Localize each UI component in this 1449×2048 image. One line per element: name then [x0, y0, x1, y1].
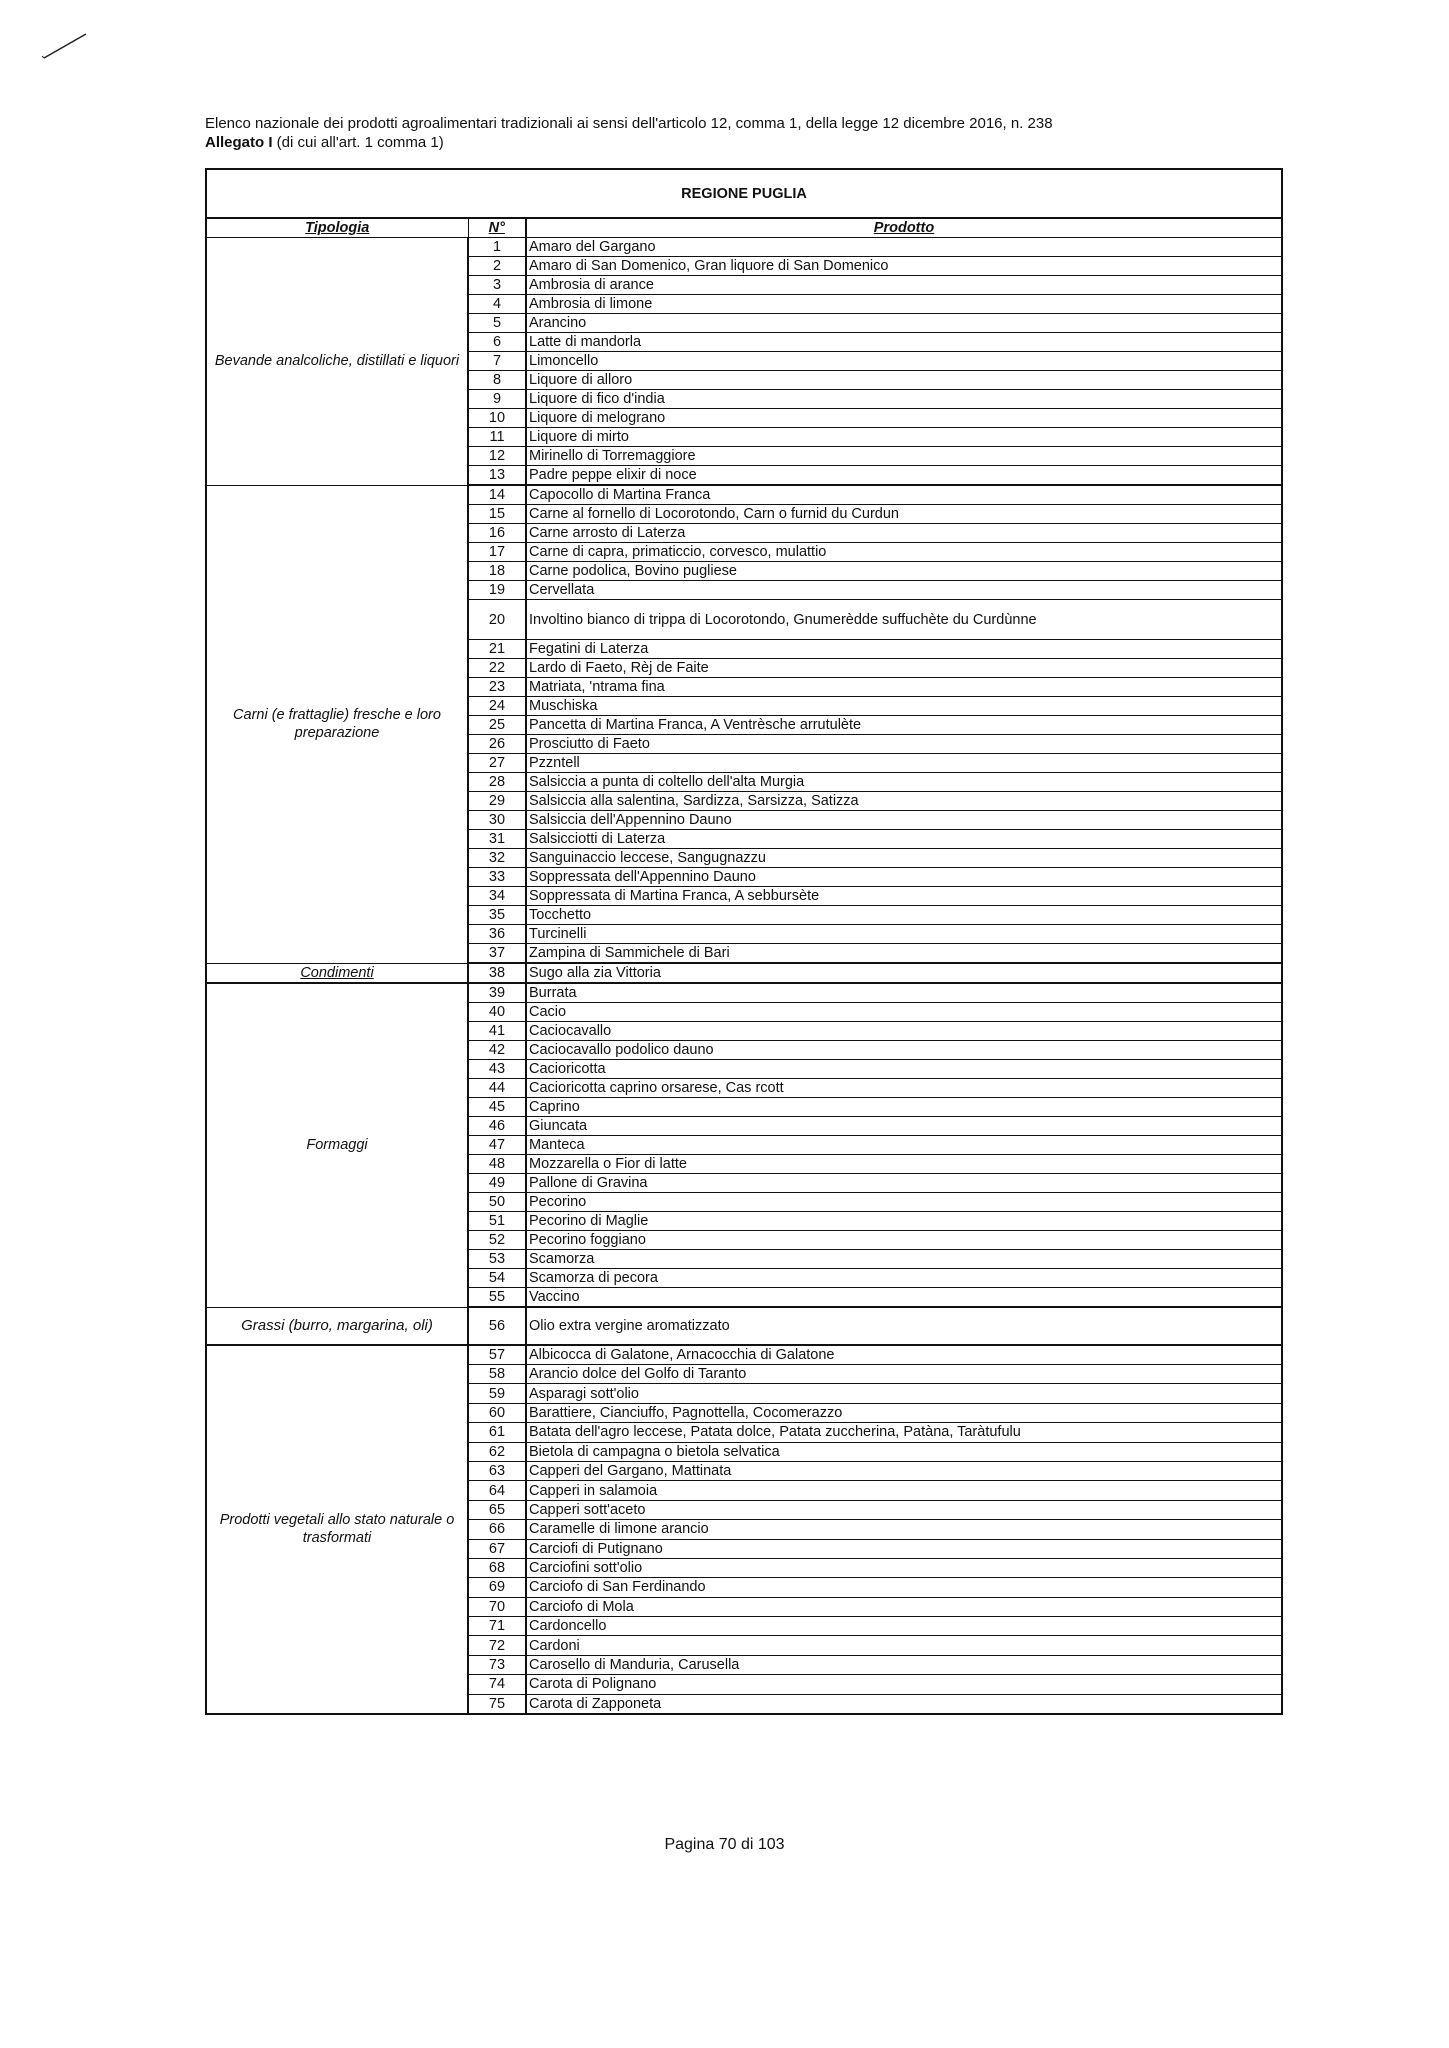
allegato-line	[205, 133, 1053, 152]
product-name: Scamorza di pecora	[526, 1269, 1282, 1288]
product-name: Arancino	[526, 314, 1282, 333]
product-name: Salsiccia a punta di coltello dell'alta Murgia	[526, 773, 1282, 792]
product-number: 14	[468, 485, 526, 505]
product-name: Muschiska	[526, 697, 1282, 716]
product-name: Barattiere, Cianciuffo, Pagnottella, Cocomerazzo	[526, 1403, 1282, 1422]
product-name: Cacioricotta	[526, 1060, 1282, 1079]
product-name: Asparagi sott'olio	[526, 1384, 1282, 1403]
product-name: Zampina di Sammichele di Bari	[526, 944, 1282, 964]
product-name: Carosello di Manduria, Carusella	[526, 1655, 1282, 1674]
product-name: Capocollo di Martina Franca	[526, 485, 1282, 505]
product-number: 20	[468, 600, 526, 640]
product-name: Vaccino	[526, 1288, 1282, 1308]
product-name: Capperi sott'aceto	[526, 1500, 1282, 1519]
product-name: Padre peppe elixir di noce	[526, 466, 1282, 486]
product-number: 66	[468, 1520, 526, 1539]
product-name: Tocchetto	[526, 906, 1282, 925]
product-number: 30	[468, 811, 526, 830]
page-number: Pagina 70 di 103	[664, 1836, 785, 1853]
header-title: Elenco nazionale dei prodotti agroalimentari tradizionali ai sensi dell'articolo 12, comma 1, della legge 12 dicembre 2016, n. 238	[205, 115, 1053, 132]
product-number: 41	[468, 1022, 526, 1041]
product-number: 31	[468, 830, 526, 849]
product-name: Liquore di alloro	[526, 371, 1282, 390]
product-name: Matriata, 'ntrama fina	[526, 678, 1282, 697]
product-name: Pallone di Gravina	[526, 1174, 1282, 1193]
product-number: 44	[468, 1079, 526, 1098]
product-name: Caramelle di limone arancio	[526, 1520, 1282, 1539]
product-name: Turcinelli	[526, 925, 1282, 944]
product-number: 74	[468, 1675, 526, 1694]
product-number: 26	[468, 735, 526, 754]
product-number: 59	[468, 1384, 526, 1403]
product-number: 1	[468, 238, 526, 257]
product-name: Liquore di fico d'india	[526, 390, 1282, 409]
product-number: 51	[468, 1212, 526, 1231]
column-header-number: N°	[468, 218, 526, 238]
product-name: Carne arrosto di Laterza	[526, 524, 1282, 543]
product-number: 40	[468, 1003, 526, 1022]
product-name: Salsicciotti di Laterza	[526, 830, 1282, 849]
product-name: Sanguinaccio leccese, Sangugnazzu	[526, 849, 1282, 868]
product-name: Amaro del Gargano	[526, 238, 1282, 257]
product-number: 7	[468, 352, 526, 371]
category-cell: Formaggi	[206, 983, 468, 1307]
product-number: 38	[468, 963, 526, 983]
product-number: 70	[468, 1597, 526, 1616]
product-name: Liquore di melograno	[526, 409, 1282, 428]
category-cell: Condimenti	[206, 963, 468, 983]
product-name: Cervellata	[526, 581, 1282, 600]
product-name: Ambrosia di limone	[526, 295, 1282, 314]
product-number: 25	[468, 716, 526, 735]
product-number: 8	[468, 371, 526, 390]
product-name: Caciocavallo	[526, 1022, 1282, 1041]
product-number: 16	[468, 524, 526, 543]
product-name: Pzzntell	[526, 754, 1282, 773]
product-number: 65	[468, 1500, 526, 1519]
category-cell: Grassi (burro, margarina, oli)	[206, 1307, 468, 1345]
product-number: 54	[468, 1269, 526, 1288]
region-title: REGIONE PUGLIA	[206, 169, 1282, 218]
product-name: Cardoncello	[526, 1617, 1282, 1636]
product-number: 33	[468, 868, 526, 887]
product-name: Capperi in salamoia	[526, 1481, 1282, 1500]
product-name: Pecorino foggiano	[526, 1231, 1282, 1250]
document-header	[205, 114, 1053, 152]
product-number: 57	[468, 1345, 526, 1365]
product-number: 18	[468, 562, 526, 581]
product-number: 27	[468, 754, 526, 773]
product-name: Scamorza	[526, 1250, 1282, 1269]
product-number: 23	[468, 678, 526, 697]
product-name: Pecorino di Maglie	[526, 1212, 1282, 1231]
product-number: 13	[468, 466, 526, 486]
product-number: 68	[468, 1558, 526, 1577]
product-number: 32	[468, 849, 526, 868]
product-number: 2	[468, 257, 526, 276]
product-number: 60	[468, 1403, 526, 1422]
product-number: 37	[468, 944, 526, 964]
product-number: 19	[468, 581, 526, 600]
product-name: Arancio dolce del Golfo di Taranto	[526, 1365, 1282, 1384]
product-number: 29	[468, 792, 526, 811]
table-row	[206, 485, 1282, 505]
product-name: Carciofini sott'olio	[526, 1558, 1282, 1577]
product-name: Carciofo di Mola	[526, 1597, 1282, 1616]
product-number: 21	[468, 640, 526, 659]
product-number: 22	[468, 659, 526, 678]
product-number: 36	[468, 925, 526, 944]
product-name: Carota di Zapponeta	[526, 1694, 1282, 1714]
product-name: Carciofo di San Ferdinando	[526, 1578, 1282, 1597]
product-name: Soppressata di Martina Franca, A sebbursète	[526, 887, 1282, 906]
product-name: Salsiccia dell'Appennino Dauno	[526, 811, 1282, 830]
product-number: 50	[468, 1193, 526, 1212]
product-name: Carota di Polignano	[526, 1675, 1282, 1694]
product-name: Cacioricotta caprino orsarese, Cas rcott	[526, 1079, 1282, 1098]
product-name: Ambrosia di arance	[526, 276, 1282, 295]
product-number: 75	[468, 1694, 526, 1714]
table-row	[206, 1345, 1282, 1365]
table-row	[206, 238, 1282, 257]
product-name: Lardo di Faeto, Rèj de Faite	[526, 659, 1282, 678]
product-name: Giuncata	[526, 1117, 1282, 1136]
allegato-ref: (di cui all'art. 1 comma 1)	[272, 134, 444, 151]
product-name: Cardoni	[526, 1636, 1282, 1655]
table-row	[206, 983, 1282, 1003]
table-row	[206, 1307, 1282, 1345]
product-number: 39	[468, 983, 526, 1003]
products-table	[205, 168, 1283, 1715]
product-number: 49	[468, 1174, 526, 1193]
column-header-prodotto: Prodotto	[526, 218, 1282, 238]
product-number: 69	[468, 1578, 526, 1597]
product-name: Latte di mandorla	[526, 333, 1282, 352]
product-number: 58	[468, 1365, 526, 1384]
product-number: 56	[468, 1307, 526, 1345]
product-name: Bietola di campagna o bietola selvatica	[526, 1442, 1282, 1461]
product-number: 42	[468, 1041, 526, 1060]
product-number: 72	[468, 1636, 526, 1655]
table-row	[206, 963, 1282, 983]
scan-mark	[40, 30, 90, 62]
product-name: Albicocca di Galatone, Arnacocchia di Galatone	[526, 1345, 1282, 1365]
product-number: 9	[468, 390, 526, 409]
product-name: Caciocavallo podolico dauno	[526, 1041, 1282, 1060]
product-name: Salsiccia alla salentina, Sardizza, Sarsizza, Satizza	[526, 792, 1282, 811]
product-number: 28	[468, 773, 526, 792]
product-name: Involtino bianco di trippa di Locorotondo, Gnumerèdde suffuchète du Curdùnne	[526, 600, 1282, 640]
product-number: 48	[468, 1155, 526, 1174]
product-name: Amaro di San Domenico, Gran liquore di San Domenico	[526, 257, 1282, 276]
product-number: 10	[468, 409, 526, 428]
product-number: 67	[468, 1539, 526, 1558]
product-name: Burrata	[526, 983, 1282, 1003]
product-name: Cacio	[526, 1003, 1282, 1022]
product-name: Pancetta di Martina Franca, A Ventrèsche arrutulète	[526, 716, 1282, 735]
product-name: Mirinello di Torremaggiore	[526, 447, 1282, 466]
table-body	[206, 238, 1282, 1714]
product-number: 34	[468, 887, 526, 906]
product-name: Manteca	[526, 1136, 1282, 1155]
product-number: 4	[468, 295, 526, 314]
product-number: 52	[468, 1231, 526, 1250]
product-number: 35	[468, 906, 526, 925]
product-number: 61	[468, 1423, 526, 1442]
product-name: Carne podolica, Bovino pugliese	[526, 562, 1282, 581]
product-number: 73	[468, 1655, 526, 1674]
product-name: Carciofi di Putignano	[526, 1539, 1282, 1558]
product-name: Sugo alla zia Vittoria	[526, 963, 1282, 983]
product-name: Limoncello	[526, 352, 1282, 371]
product-number: 53	[468, 1250, 526, 1269]
product-name: Fegatini di Laterza	[526, 640, 1282, 659]
product-number: 43	[468, 1060, 526, 1079]
product-number: 62	[468, 1442, 526, 1461]
product-name: Capperi del Gargano, Mattinata	[526, 1461, 1282, 1480]
product-number: 5	[468, 314, 526, 333]
product-name: Liquore di mirto	[526, 428, 1282, 447]
category-cell: Carni (e frattaglie) fresche e loro preparazione	[206, 485, 468, 963]
product-number: 45	[468, 1098, 526, 1117]
product-number: 46	[468, 1117, 526, 1136]
product-number: 47	[468, 1136, 526, 1155]
product-name: Olio extra vergine aromatizzato	[526, 1307, 1282, 1345]
product-number: 12	[468, 447, 526, 466]
category-cell: Prodotti vegetali allo stato naturale o trasformati	[206, 1345, 468, 1714]
product-name: Batata dell'agro leccese, Patata dolce, Patata zuccherina, Patàna, Taràtufulu	[526, 1423, 1282, 1442]
product-number: 64	[468, 1481, 526, 1500]
product-number: 15	[468, 505, 526, 524]
category-cell: Bevande analcoliche, distillati e liquori	[206, 238, 468, 486]
product-name: Soppressata dell'Appennino Dauno	[526, 868, 1282, 887]
product-name: Caprino	[526, 1098, 1282, 1117]
product-number: 63	[468, 1461, 526, 1480]
product-number: 6	[468, 333, 526, 352]
product-name: Carne di capra, primaticcio, corvesco, mulattio	[526, 543, 1282, 562]
product-number: 55	[468, 1288, 526, 1308]
product-name: Carne al fornello di Locorotondo, Carn o furnid du Curdun	[526, 505, 1282, 524]
column-header-tipologia: Tipologia	[206, 218, 468, 238]
product-name: Prosciutto di Faeto	[526, 735, 1282, 754]
product-number: 3	[468, 276, 526, 295]
product-number: 71	[468, 1617, 526, 1636]
product-name: Mozzarella o Fior di latte	[526, 1155, 1282, 1174]
product-name: Pecorino	[526, 1193, 1282, 1212]
product-number: 17	[468, 543, 526, 562]
product-number: 11	[468, 428, 526, 447]
allegato-label: Allegato I	[205, 134, 273, 151]
product-number: 24	[468, 697, 526, 716]
